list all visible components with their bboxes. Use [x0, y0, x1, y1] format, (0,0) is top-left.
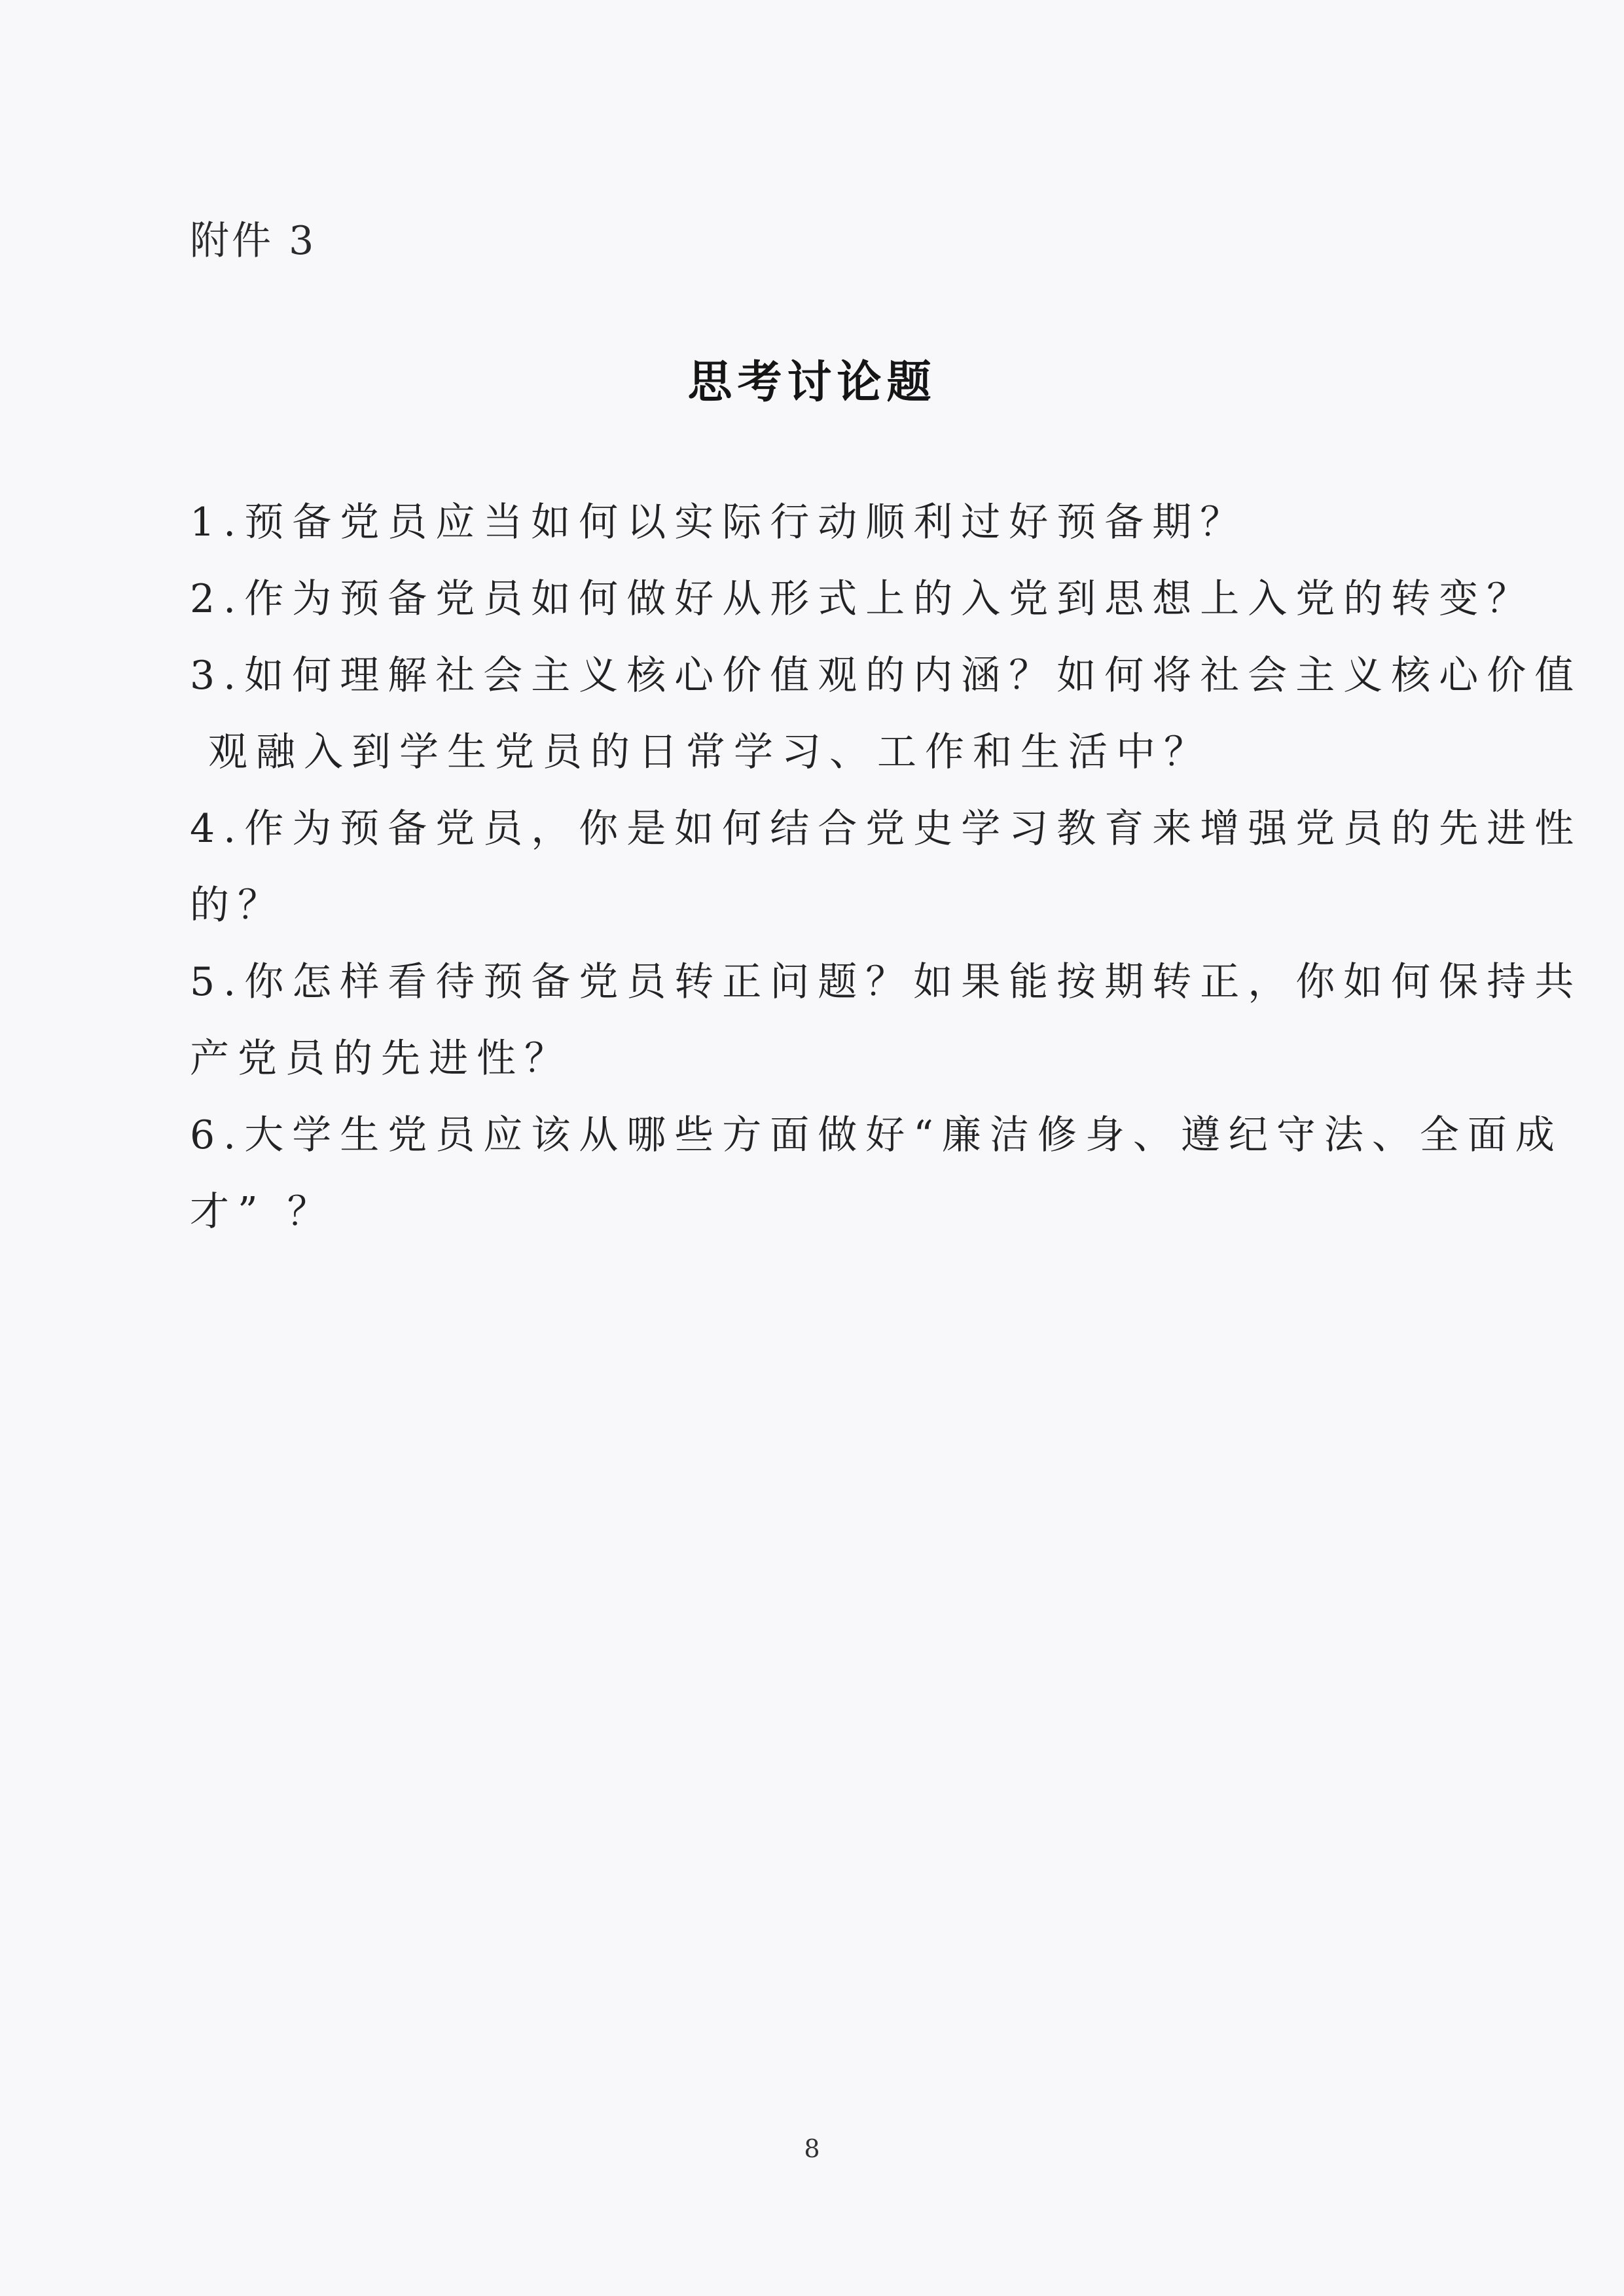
question-4-line-1: 4.作为预备党员，你是如何结合党史学习教育来增强党员的先进性: [190, 806, 1583, 852]
question-6-line-2: 才” ？: [190, 1189, 335, 1235]
question-item-1: [190, 484, 1453, 561]
question-item-5: [190, 944, 1583, 1097]
question-6-line-1: 6.大学生党员应该从哪些方面做好“廉洁修身、遵纪守法、全面成: [190, 1112, 1563, 1158]
question-3-line-1: 3.如何理解社会主义核心价值观的内涵？如何将社会主义核心价值: [190, 653, 1583, 699]
question-5-line-2: 产党员的先进性？: [190, 1036, 572, 1082]
question-item-4: [190, 791, 1583, 944]
question-item-3: [190, 638, 1583, 791]
page-number: 8: [804, 2134, 820, 2163]
question-4-line-2: 的？: [190, 883, 285, 928]
question-list: [190, 484, 1583, 1250]
question-2-line-1: 2.作为预备党员如何做好从形式上的入党到思想上入党的转变？: [190, 576, 1535, 622]
question-item-2: [190, 561, 1535, 638]
attachment-label: 附件 3: [190, 218, 317, 264]
question-5-line-1: 5.你怎样看待预备党员转正问题？如果能按期转正，你如何保持共: [190, 959, 1583, 1005]
question-1-line-1: 1.预备党员应当如何以实际行动顺利过好预备期？: [190, 500, 1248, 545]
question-item-6: [190, 1097, 1563, 1250]
question-3-line-2: 观融入到学生党员的日常学习、工作和生活中？: [208, 729, 1212, 775]
page-title: 思考讨论题: [687, 357, 937, 409]
